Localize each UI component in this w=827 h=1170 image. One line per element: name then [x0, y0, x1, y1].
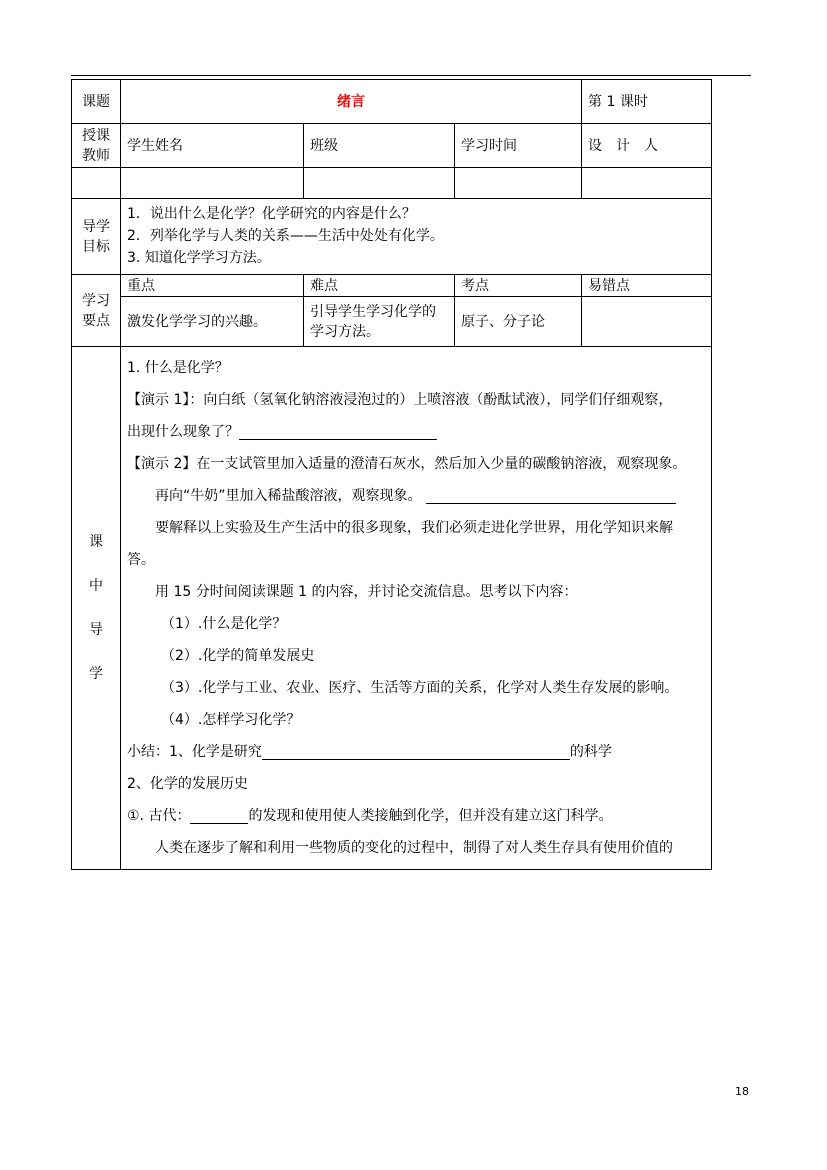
points-values-row	[72, 297, 712, 347]
goals-list	[121, 199, 712, 275]
lesson-plan-table	[71, 79, 712, 870]
key-point-header: 重点	[121, 275, 304, 297]
blank-cell	[72, 168, 121, 199]
demo-2-continued	[127, 480, 705, 512]
blank-row	[72, 168, 712, 199]
class-label: 班级	[304, 124, 455, 168]
summary-prefix: 小结：1、化学是研究	[127, 744, 262, 760]
demo-2	[127, 448, 705, 480]
ancient-line	[127, 800, 705, 832]
page-number: 18	[735, 1085, 749, 1098]
info-row	[72, 124, 712, 168]
answer-blank[interactable]	[239, 419, 437, 440]
blank-cell	[121, 168, 304, 199]
history-heading: 2、化学的发展历史	[127, 776, 248, 792]
study-time-label: 学习时间	[455, 124, 582, 168]
ancient-prefix: ①. 古代：	[127, 808, 191, 824]
answer-blank[interactable]	[190, 803, 248, 824]
lesson-number: 第 1 课时	[582, 80, 712, 124]
sub-question-3: （3）.化学与工业、农业、医疗、生活等方面的关系，化学对人类生存发展的影响。	[161, 680, 679, 696]
blank-cell	[304, 168, 455, 199]
difficulty-header: 难点	[304, 275, 455, 297]
sub-question-2: （2）.化学的简单发展史	[161, 648, 315, 664]
sub-question-4: （4）.怎样学习化学？	[161, 712, 301, 728]
goal-item: 3. 知道化学学习方法。	[127, 249, 271, 266]
body-content	[121, 347, 712, 870]
last-line: 人类在逐步了解和利用一些物质的变化的过程中，制得了对人类生存具有使用价值的	[155, 840, 673, 856]
summary-suffix: 的科学	[569, 744, 612, 760]
demo-1-question-text: 出现什么现象了？	[127, 424, 239, 440]
designer-label: 设 计 人	[582, 124, 712, 168]
demo-1	[127, 384, 705, 416]
topic-label: 课题	[72, 80, 121, 124]
ancient-suffix: 的发现和使用使人类接触到化学，但并没有建立这门科学。	[248, 808, 613, 824]
sub-question-1: （1）.什么是化学？	[161, 616, 287, 632]
demo-2-text: 在一支试管里加入适量的澄清石灰水，然后加入少量的碳酸钠溶液，观察现象。	[196, 456, 687, 472]
header-row	[72, 80, 712, 124]
demo-1-tag: 【演示 1】	[127, 392, 190, 408]
question-1: 1. 什么是化学？	[127, 360, 229, 376]
blank-cell	[582, 168, 712, 199]
goals-row	[72, 199, 712, 275]
student-name-label: 学生姓名	[121, 124, 304, 168]
answer-blank[interactable]	[426, 483, 676, 504]
demo-1-text: ：向白纸（氢氧化钠溶液浸泡过的）上喷溶液（酚酞试液），同学们仔细观察，	[189, 392, 673, 408]
goal-item: 1．说出什么是化学？化学研究的内容是什么？	[127, 205, 416, 222]
in-class-label	[72, 347, 121, 870]
exam-point-header: 考点	[455, 275, 582, 297]
body-row	[72, 347, 712, 870]
label-char: 学	[89, 666, 103, 682]
error-point-header: 易错点	[582, 275, 712, 297]
goal-item: 2．列举化学与人类的关系——生活中处处有化学。	[127, 227, 444, 244]
explain-line-2: 答。	[127, 552, 155, 568]
label-char: 导	[89, 622, 103, 638]
blank-cell	[455, 168, 582, 199]
demo-1-question	[127, 416, 705, 448]
page-title: 绪言	[121, 80, 582, 124]
summary-line	[127, 736, 705, 768]
label-char: 中	[89, 578, 103, 594]
exam-point-value: 原子、分子论	[455, 297, 582, 347]
points-label: 学习要点	[72, 275, 121, 347]
top-rule	[71, 75, 751, 76]
explain-line-1: 要解释以上实验及生产生活中的很多现象，我们必须走进化学世界，用化学知识来解	[155, 520, 673, 536]
key-point-value: 激发化学学习的兴趣。	[121, 297, 304, 347]
teacher-label: 授课教师	[72, 124, 121, 168]
demo-2-tag: 【演示 2】	[127, 456, 197, 472]
goals-label: 导学目标	[72, 199, 121, 275]
difficulty-value: 引导学生学习化学的学习方法。	[304, 297, 455, 347]
points-header-row	[72, 275, 712, 297]
reading-instruction: 用 15 分时间阅读课题 1 的内容，并讨论交流信息。思考以下内容：	[155, 584, 578, 600]
demo-2-continued-text: 再向“牛奶”里加入稀盐酸溶液，观察现象。	[155, 488, 422, 504]
label-char: 课	[89, 534, 103, 550]
error-point-value	[582, 297, 712, 347]
answer-blank[interactable]	[262, 739, 570, 760]
